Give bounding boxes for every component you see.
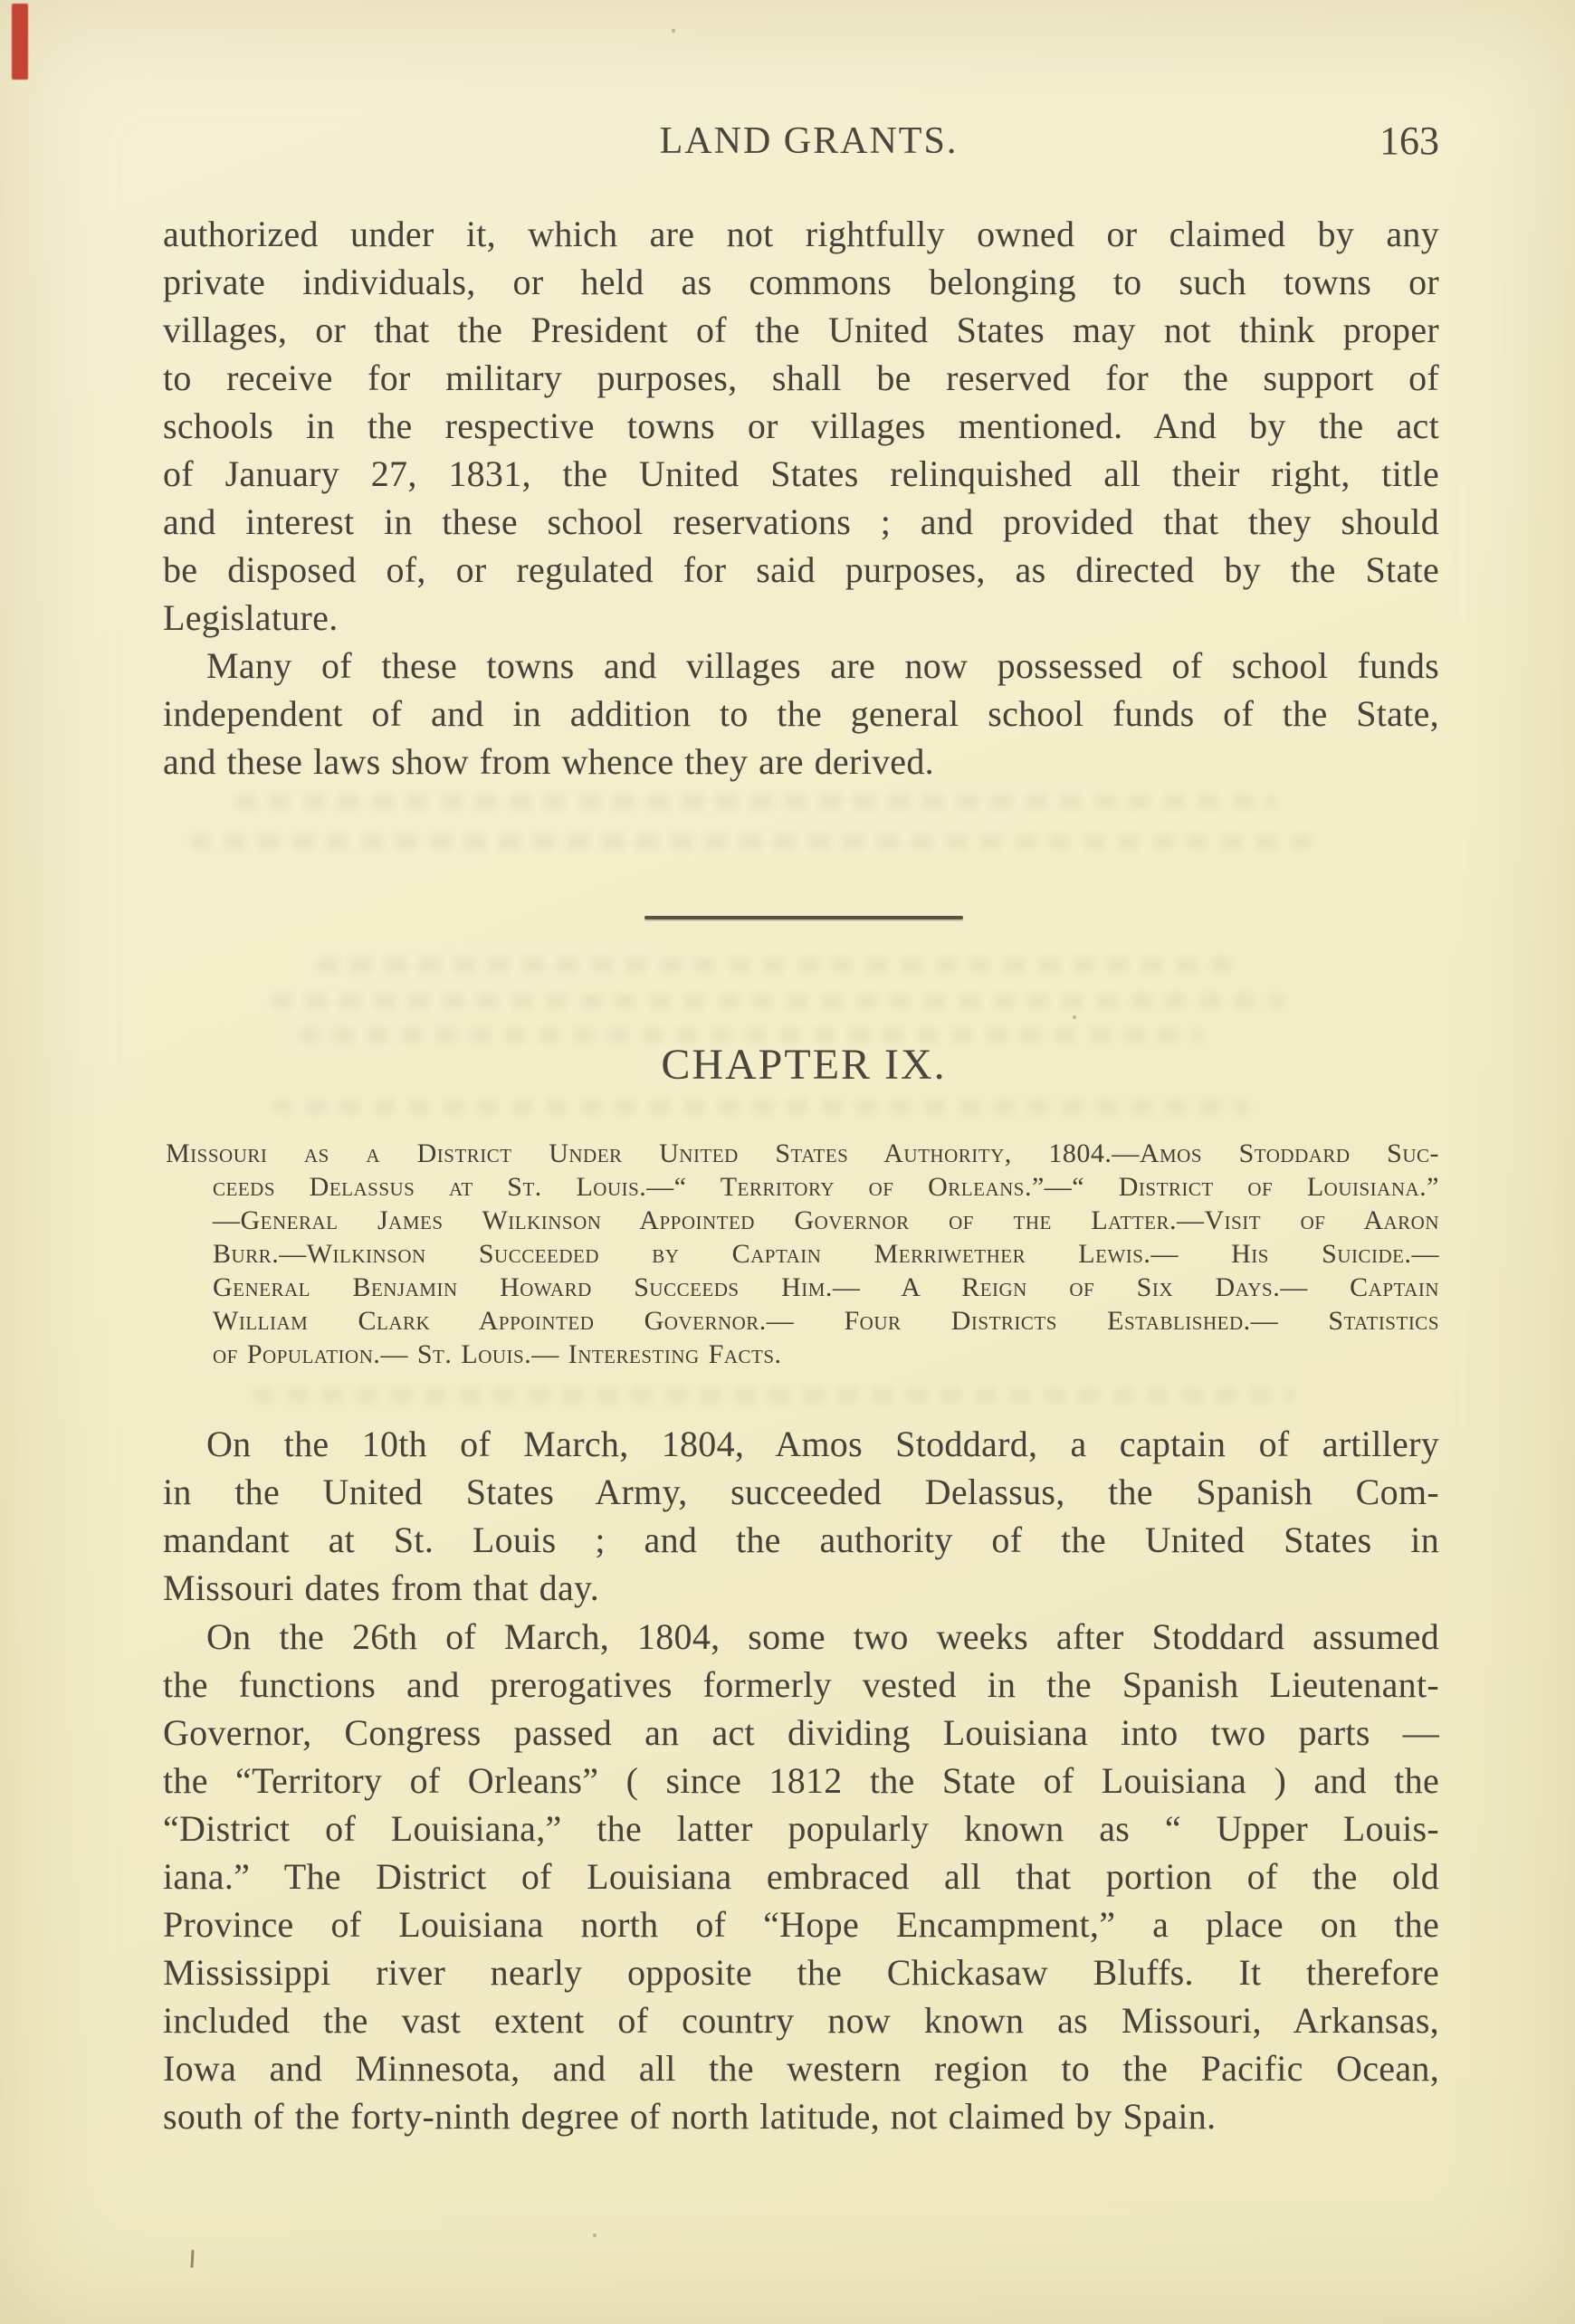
paper-speck	[593, 2234, 597, 2237]
text-line: ceeds Delassus at St. Louis.—“ Territory of Orleans.”—“ District of Louisiana.”	[213, 1172, 1439, 1202]
text-line: and interest in these school reservations ; and provided that they should	[163, 501, 1439, 542]
stray-ink-mark	[190, 2250, 194, 2268]
text-line: the “Territory of Orleans” ( since 1812 the State of Louisiana ) and the	[163, 1760, 1439, 1801]
chapter-summary	[166, 1137, 1439, 1371]
bleed-through-ghost	[235, 795, 1276, 809]
page-number: 163	[1379, 119, 1439, 163]
text-line: of January 27, 1831, the United States relinquished all their right, title	[163, 453, 1439, 494]
text-line: Province of Louisiana north of “Hope Encampment,” a place on the	[163, 1904, 1439, 1945]
section-divider-rule	[644, 916, 963, 919]
text-line: Missouri dates from that day.	[163, 1567, 600, 1608]
text-line: be disposed of, or regulated for said purposes, as directed by the State	[163, 549, 1439, 590]
red-margin-mark	[12, 4, 28, 80]
bleed-through-ghost	[190, 834, 1322, 849]
bleed-through-ghost	[253, 1388, 1294, 1403]
text-line: Mississippi river nearly opposite the Chickasaw Bluffs. It therefore	[163, 1952, 1439, 1993]
paper-speck	[672, 29, 675, 33]
text-line: the functions and prerogatives formerly vested in the Spanish Lieutenant-	[163, 1664, 1439, 1705]
text-line: of Population.— St. Louis.— Interesting Facts.	[213, 1339, 782, 1369]
text-line: to receive for military purposes, shall be reserved for the support of	[163, 357, 1439, 398]
bleed-through-ghost	[317, 957, 1240, 972]
paragraph	[163, 642, 1439, 786]
text-line: Governor, Congress passed an act dividing Louisiana into two parts —	[163, 1712, 1439, 1753]
text-line: authorized under it, which are not rightfully owned or claimed by any	[163, 214, 1439, 254]
text-line: “District of Louisiana,” the latter popularly known as “ Upper Louis-	[163, 1808, 1439, 1849]
paragraph	[163, 1420, 1439, 1612]
text-line: and these laws show from whence they are derived.	[163, 741, 934, 782]
text-line: villages, or that the President of the United States may not think proper	[163, 310, 1439, 350]
bleed-through-ghost	[272, 1100, 1249, 1114]
text-line: On the 10th of March, 1804, Amos Stoddard, a captain of artillery	[206, 1424, 1439, 1464]
text-line: in the United States Army, succeeded Delassus, the Spanish Com-	[163, 1472, 1439, 1512]
text-line: Iowa and Minnesota, and all the western region to the Pacific Ocean,	[163, 2048, 1439, 2089]
text-line: General Benjamin Howard Succeeds Him.— A Reign of Six Days.— Captain	[213, 1272, 1439, 1302]
text-line: mandant at St. Louis ; and the authority of the United States in	[163, 1519, 1439, 1560]
text-line: William Clark Appointed Governor.— Four Districts Established.— Statistics	[213, 1306, 1439, 1336]
paragraph	[163, 1613, 1439, 2140]
text-line: Many of these towns and villages are now possessed of school funds	[206, 645, 1439, 686]
text-line: Legislature.	[163, 597, 339, 638]
running-head-title: LAND GRANTS.	[659, 120, 959, 162]
text-line: included the vast extent of country now known as Missouri, Arkansas,	[163, 2000, 1439, 2041]
text-line: Missouri as a District Under United States Authority, 1804.—Amos Stoddard Suc-	[166, 1138, 1439, 1168]
text-line: On the 26th of March, 1804, some two weeks after Stoddard assumed	[206, 1616, 1439, 1657]
text-line: private individuals, or held as commons belonging to such towns or	[163, 262, 1439, 302]
text-line: —General James Wilkinson Appointed Governor of the Latter.—Visit of Aaron	[213, 1205, 1439, 1235]
bleed-through-ghost	[272, 994, 1285, 1008]
paragraph-continuation	[163, 210, 1439, 642]
paper-speck	[1073, 1015, 1076, 1019]
chapter-heading: CHAPTER IX.	[661, 1041, 947, 1089]
text-line: iana.” The District of Louisiana embraced all that portion of the old	[163, 1856, 1439, 1897]
text-line: independent of and in addition to the general school funds of the State,	[163, 693, 1439, 734]
text-line: Burr.—Wilkinson Succeeded by Captain Merriwether Lewis.— His Suicide.—	[213, 1239, 1439, 1269]
text-line: south of the forty-ninth degree of north latitude, not claimed by Spain.	[163, 2096, 1217, 2137]
text-line: schools in the respective towns or villages mentioned. And by the act	[163, 405, 1439, 446]
